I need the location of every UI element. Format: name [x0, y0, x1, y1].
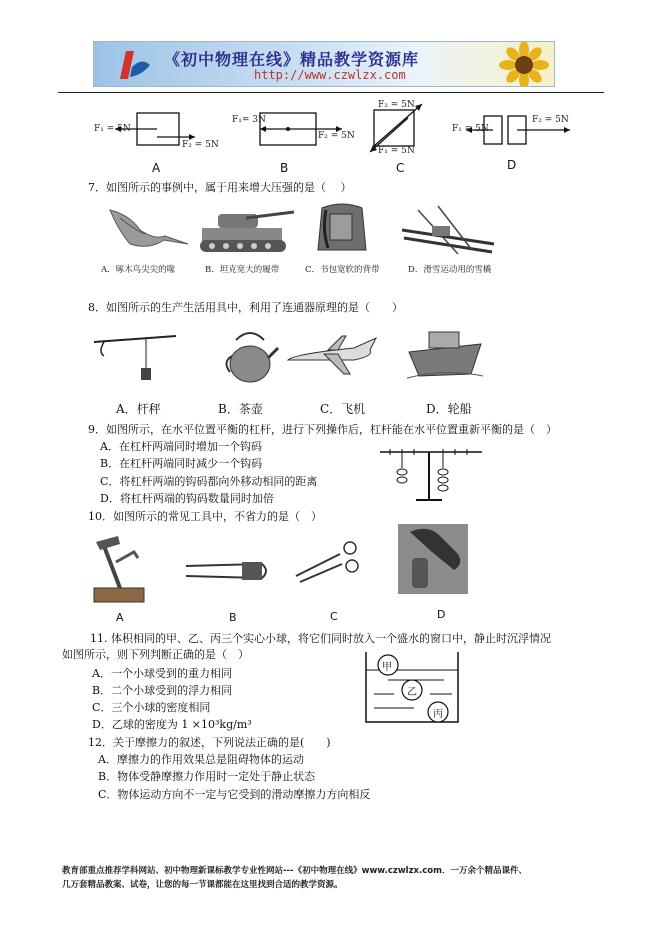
q12-stem: 12．关于摩擦力的叙述，下列说法正确的是( )	[88, 736, 331, 749]
tweezers-image	[182, 556, 272, 586]
q6-b-f1: F₁= 3N	[232, 115, 266, 125]
q11-option-a: A．一个小球受到的重力相同	[92, 667, 232, 680]
q9-option-a: A．在杠杆两端同时增加一个钩码	[100, 440, 262, 453]
q9-option-b: B．在杠杆两端同时减少一个钩码	[100, 457, 263, 470]
q6-b-label: B	[280, 161, 289, 175]
q12-option-b: B．物体受静摩擦力作用时一定处于静止状态	[98, 770, 316, 783]
q6-c-f2: F₂ = 5N	[378, 100, 415, 110]
q10-label-b: B	[229, 611, 237, 624]
q12-option-a: A．摩擦力的作用效果总是阻碍物体的运动	[98, 753, 304, 766]
q11-stem-line1: 11. 体积相同的甲、乙、丙三个实心小球，将它们同时放入一个盛水的窗口中，静止时沉浮情况	[90, 632, 551, 645]
teapot-image	[220, 326, 280, 386]
ship-image	[405, 322, 485, 382]
airplane-image	[284, 330, 384, 385]
q7-caption-c: C．书包宽软的背带	[305, 265, 380, 275]
q10-label-d: D	[437, 608, 446, 621]
sunflower-icon	[494, 42, 554, 87]
q7-caption-b: B．坦克宽大的履带	[205, 265, 280, 275]
q8-label-d: D．轮船	[426, 402, 472, 416]
q11-option-b: B．二个小球受到的浮力相同	[92, 684, 233, 697]
q8-label-a: A．杆秤	[116, 402, 161, 416]
tank-image	[196, 204, 296, 259]
q8-label-b: B．茶壶	[218, 402, 263, 416]
q9-stem: 9．如图所示，在水平位置平衡的杠杆，进行下列操作后，杠杆能在水平位置重新平衡的是（ ）	[88, 423, 557, 436]
q10-label-c: C	[330, 610, 338, 623]
q8-label-c: C．飞机	[320, 402, 366, 416]
q6-d-f2: F₂ = 5N	[532, 115, 569, 125]
footer-line1: 教育部重点推荐学科网站、初中物理新课标教学专业性网站---《初中物理在线》www.czwlzx.com．一万余个精品课件、	[62, 866, 527, 876]
q6-b-f2: F₂ = 5N	[318, 131, 355, 141]
site-logo-icon	[112, 45, 152, 85]
q8-stem: 8．如图所示的生产生活用具中，利用了连通器原理的是（ ）	[88, 301, 403, 314]
ball-bing-label: 丙	[433, 709, 443, 720]
header-banner	[93, 41, 555, 87]
footer-line2: 几万套精品教案、试卷，让您的每一节课都能在这里找到合适的教学资源。	[62, 880, 343, 890]
lever-diagram	[376, 442, 486, 507]
q9-option-c: C．将杠杆两端的钩码都向外移动相同的距离	[100, 475, 318, 488]
q11-stem-line2: 如图所示，则下列判断正确的是（ ）	[62, 648, 249, 661]
backpack-image	[312, 200, 372, 258]
ball-yi-label: 乙	[407, 687, 417, 698]
q7-caption-a: A．啄木鸟尖尖的喙	[101, 265, 176, 275]
q9-option-d: D．将杠杆两端的钩码数量同时加倍	[100, 492, 274, 505]
ball-jia-label: 甲	[382, 662, 392, 673]
q6-a-f2: F₂ = 5N	[182, 140, 219, 150]
woodpecker-image	[100, 200, 190, 260]
q6-c-label: C	[396, 161, 405, 175]
ski-image	[398, 204, 498, 259]
q6-a-label: A	[152, 161, 161, 175]
site-title: 《初中物理在线》精品教学资源库	[164, 50, 420, 69]
q6-a-f1: F₁ = 5N	[94, 124, 131, 134]
q6-d-f1: F₁ = 5N	[452, 124, 489, 134]
header-rule	[58, 92, 604, 93]
q10-stem: 10．如图所示的常见工具中，不省力的是（ ）	[88, 510, 322, 523]
q7-stem: 7．如图所示的事例中，属于用来增大压强的是（ ）	[88, 181, 352, 194]
q11-option-d: D．乙球的密度为 1 ×10³kg/m³	[92, 718, 252, 731]
q11-option-c: C．三个小球的密度相同	[92, 701, 211, 714]
bottle-opener-image	[398, 524, 468, 594]
q12-option-c: C．物体运动方向不一定与它受到的滑动摩擦力方向相反	[98, 788, 371, 801]
site-url[interactable]: http://www.czwlzx.com	[254, 68, 406, 82]
q10-label-a: A	[116, 611, 124, 624]
q6-c-f1: F₁ = 5N	[378, 146, 415, 156]
q7-caption-d: D．滑雪运动用的雪橇	[408, 265, 492, 275]
scissors-image	[294, 540, 364, 590]
steelyard-image	[90, 322, 180, 392]
q6-d-label: D	[507, 158, 517, 172]
hammer-image	[90, 532, 150, 607]
